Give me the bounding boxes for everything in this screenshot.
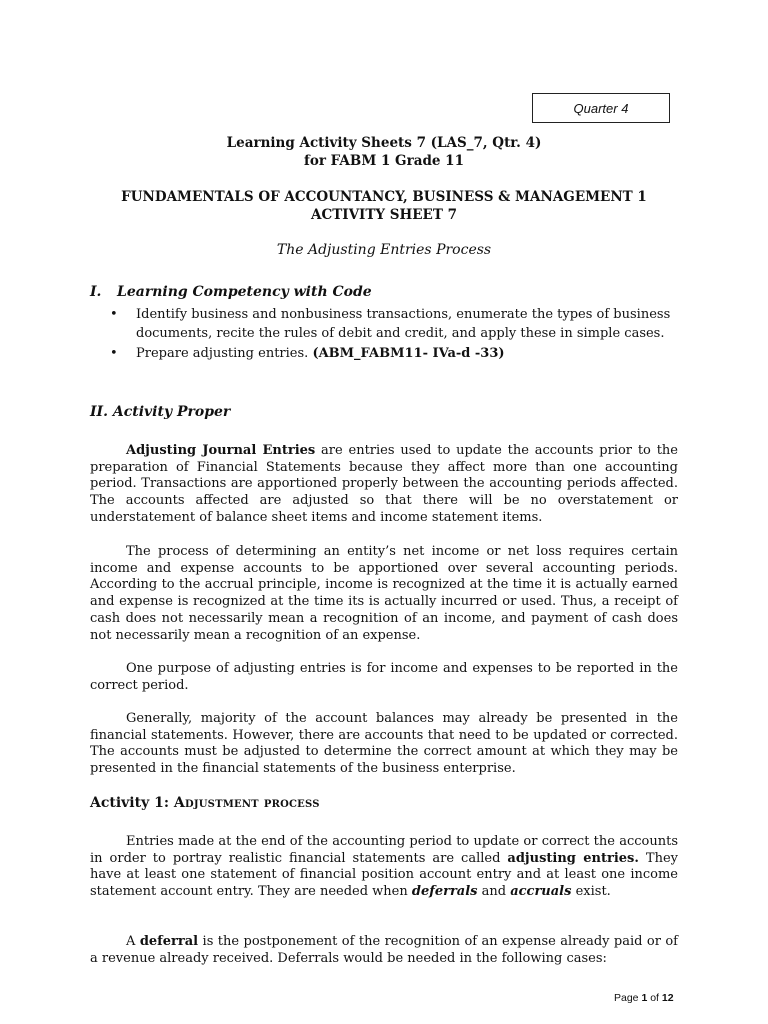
term-adjusting-journal-entries: Adjusting Journal Entries	[126, 443, 316, 458]
paragraph-text: exist.	[571, 884, 611, 900]
competency-item	[110, 305, 690, 343]
section-heading-competency	[90, 284, 372, 300]
paragraph-text: They have at least one statement of financial position account entry and at least one income statement account entry. They are needed when	[90, 850, 678, 900]
competency-list	[110, 305, 690, 363]
sheet-grade: for FABM 1 Grade 11	[304, 153, 464, 169]
page-current: 1	[641, 992, 648, 1004]
page-total: 12	[661, 992, 674, 1004]
section-numeral: I.	[90, 284, 102, 300]
activity-heading	[90, 795, 320, 811]
page-of-word: of	[647, 992, 662, 1004]
paragraph-text: are entries used to update the accounts prior to the preparation of Financial Statements because they affect more than one accounting period. Transactions are apportioned properly between the accounting periods affected. The accounts affected are adjusted so that there will be no overstatement or understatement of balance sheet items and income statement items.	[90, 443, 678, 525]
paragraph-adjusting-definition	[90, 834, 678, 901]
page-number	[614, 992, 674, 1004]
paragraph-text: is the postponement of the recognition of an expense already paid or of a revenue already received. Deferrals would be needed in the following cases:	[90, 934, 678, 966]
term-deferrals: deferrals	[411, 884, 478, 900]
page-word: Page	[614, 992, 642, 1004]
paragraph-text: and	[477, 884, 511, 900]
quarter-label: Quarter 4	[573, 100, 629, 116]
activity-title: Adjustment process	[173, 795, 320, 811]
paragraph-accrual-principle: The process of determining an entity’s net income or net loss requires certain income and expense accounts to be apportioned over several accounting periods. According to the accrual principle, income is recognized at the time it is actually earned and expense is recognized at the time its is actually incurred or used. Thus, a receipt of cash does not necessarily mean a recognition of an income, and payment of cash does not necessarily mean a recognition of an expense.	[90, 544, 678, 643]
topic-subtitle: The Adjusting Entries Process	[276, 242, 492, 258]
competency-text: Prepare adjusting entries.	[136, 346, 309, 361]
subject-title: FUNDAMENTALS OF ACCOUNTANCY, BUSINESS & MANAGEMENT 1	[121, 189, 647, 205]
term-accruals: accruals	[510, 884, 572, 900]
competency-code: (ABM_FABM11- IVa-d -33)	[312, 346, 505, 361]
paragraph-purpose: One purpose of adjusting entries is for income and expenses to be reported in the correct period.	[90, 661, 678, 693]
term-adjusting-entries: adjusting entries.	[507, 850, 639, 866]
paragraph-deferral	[90, 934, 678, 967]
term-deferral: deferral	[139, 934, 199, 949]
paragraph-text: A	[126, 934, 140, 949]
sheet-title: Learning Activity Sheets 7 (LAS_7, Qtr. 4)	[226, 135, 542, 151]
paragraph-account-balances: Generally, majority of the account balances may already be presented in the financial statements. However, there are accounts that need to be updated or corrected. The accounts must be adjusted to determine the correct amount at which they may be presented in the financial statements of the business enterprise.	[90, 711, 678, 777]
paragraph-text: Entries made at the end of the accounting period to update or correct the accounts in order to portray realistic financial statements are called	[90, 834, 678, 866]
competency-text: Identify business and nonbusiness transactions, enumerate the types of business documents, recite the rules of debit and credit, and apply these in simple cases.	[136, 307, 671, 341]
paragraph-adjusting-entries	[90, 443, 678, 527]
activity-label: Activity 1:	[90, 795, 174, 811]
quarter-label-box	[532, 93, 670, 123]
section-title: Learning Competency with Code	[117, 284, 372, 300]
activity-sheet-number: ACTIVITY SHEET 7	[311, 207, 457, 223]
section-heading-activity-proper: II. Activity Proper	[90, 404, 231, 420]
competency-item	[110, 344, 690, 363]
